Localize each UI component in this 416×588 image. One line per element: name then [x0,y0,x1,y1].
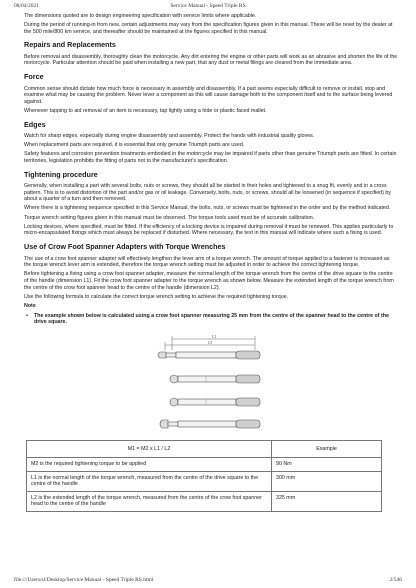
table-row [27,471,382,491]
table-header-row [27,441,382,458]
dimension-l2-label: L2 [207,339,213,345]
tightening-paragraph: Locking devices, where specified, must be fitted. If the efficiency of a locking device is impaired during removal it must be renewed. This applies particularly to micro-encapsulated fixings which must always be replaced if disturbed. Where necessary, the text in this manual will indicate where such a fixing is used. [24,223,394,237]
edges-paragraph: Watch for sharp edges, especially during engine disassembly and assembly. Protect the hands with industrial quality gloves. [24,133,315,140]
table-header-formula: M1 = M2 x L1 / L2 [27,441,272,458]
section-heading-tightening: Tightening procedure [24,169,98,179]
wrench-with-crowfoot [158,351,260,359]
repairs-paragraph: Before removal and disassembly, thoroughly clean the motorcycle. Any dirt entering the engine or other parts will work as an abrasive and shorten the life of the motorcycle. Particular attention should be paid when installing a new part, that any dust or metal filings are cleared from the immediate area. [24,53,398,67]
footer-page-number: 2/546 [389,577,402,583]
intro-paragraph: The dimensions quoted are to design engineering specification with service limits where applicable. [24,13,257,19]
force-paragraph: Common sense should dictate how much force is necessary in assembly and disassembly. If a part seems especially difficult to remove or install, stop and examine what may be causing the problem. Never lever a component as this will cause damage both to the component itself and to the surface being levered against. [24,85,393,105]
table-cell-description: L2 is the extended length of the torque wrench, measured from the centre of the crow foot spanner head to the centre of the handle [27,491,272,511]
note-bullet-text: The example shown below is calculated using a crow foot spanner measuring 25 mm from the centre of the spanner head to the centre of the drive square. [34,312,389,326]
table-cell-description: M2 is the required tightening torque to be applied [27,458,272,471]
tightening-paragraph: Torque wrench setting figures given in this manual must be observed. The torque tools used must be of accurate calibration. [24,214,315,221]
edges-paragraph: Safety features and corrosion prevention treatments embodied in the motorcycle may be impaired if parts other than genuine Triumph parts are fitted. In certain territories, legislation prohibits the fitting of parts not to the manufacturer's specification. [24,151,397,164]
section-heading-edges: Edges [24,119,46,129]
manual-content [24,13,398,512]
table-cell-description: L1 is the normal length of the torque wrench, measured from the centre of the drive square to the centre of the handle [27,471,272,491]
header-title: Service Manual - Speed Triple RS [170,3,246,9]
page-footer [14,577,402,586]
page-header [14,3,402,12]
torque-wrench-figure [24,330,398,434]
crowfoot-paragraph: Use the following formula to calculate the correct torque wrench setting to achieve the required tightening torque. [24,293,289,300]
table-row [27,491,382,511]
tightening-paragraph: Where there is a tightening sequence specified in this Service Manual, the bolts, nuts, or screws must be tightened in the order and by the method indicated. [24,205,391,212]
table-row [27,458,382,471]
footer-file-path: file:///Users/sl/Desktop/Service Manual - Speed Triple RS.html [14,577,154,583]
section-heading-crowfoot: Use of Crow Foot Spanner Adapters with Torque Wrenches [24,242,226,252]
force-paragraph: Whenever tapping to aid removal of an item is necessary, tap lightly using a hide or plastic faced mallet. [24,107,267,114]
table-cell-example: 300 mm [272,471,382,491]
formula-table [26,440,382,511]
note-bullet [24,313,398,326]
edges-paragraph: When replacement parts are required, it is essential that only genuine Triumph parts are used. [24,142,245,149]
section-heading-force: Force [24,72,44,82]
wrench-normal [170,375,260,383]
tightening-paragraph: Generally, when installing a part with several bolts, nuts or screws, they should all be started in their holes and tightened to a snug fit, evenly and in a cross pattern. This is to avoid distortion of the part and/or gas or oil leakage. Conversely, bolts, nuts, or screws, should all be loosened (in sequence if specified) by about a quarter of a turn and then removed. [24,183,391,203]
torque-wrench-illustration [154,330,279,434]
note-label: Note [24,303,36,310]
section-heading-repairs: Repairs and Replacements [24,40,116,50]
table-cell-example: 325 mm [272,491,382,511]
intro-paragraph: During the period of running-in from new, certain adjustments may vary from the specification figures given in this manual. These will be reset by the dealer at the 500 mile/800 km service, and thereafter should be maintained at the figures specified in this manual. [24,22,393,35]
table-cell-example: 90 Nm [272,458,382,471]
wrench-normal-3 [160,420,260,428]
bullet-dot-icon: • [26,312,28,319]
wrench-normal-2 [170,398,260,406]
header-date: 08/04/2021 [14,3,40,9]
table-header-example: Example [272,441,382,458]
crowfoot-paragraph: Before tightening a fixing using a crow foot spanner adapter, measure the normal length of the torque wrench from the centre of the drive square to the centre of the handle (dimension L1). Fit the crow foot spanner adapter to the torque wrench as shown below. Measure the extended length of the torque wrench from the centre of the crow foot spanner head to the centre of the handle (dimension L2). [24,271,394,291]
crowfoot-paragraph: The use of a crow foot spanner adapter will effectively lengthen the lever arm of a torque wrench. The amount of torque applied to a fastener is increased as the torque wrench lever arm is extended, therefore the torque wrench setting must be adjusted in order to achieve the correct tightening torque. [24,255,390,269]
dimension-l1-label: L1 [211,333,217,339]
